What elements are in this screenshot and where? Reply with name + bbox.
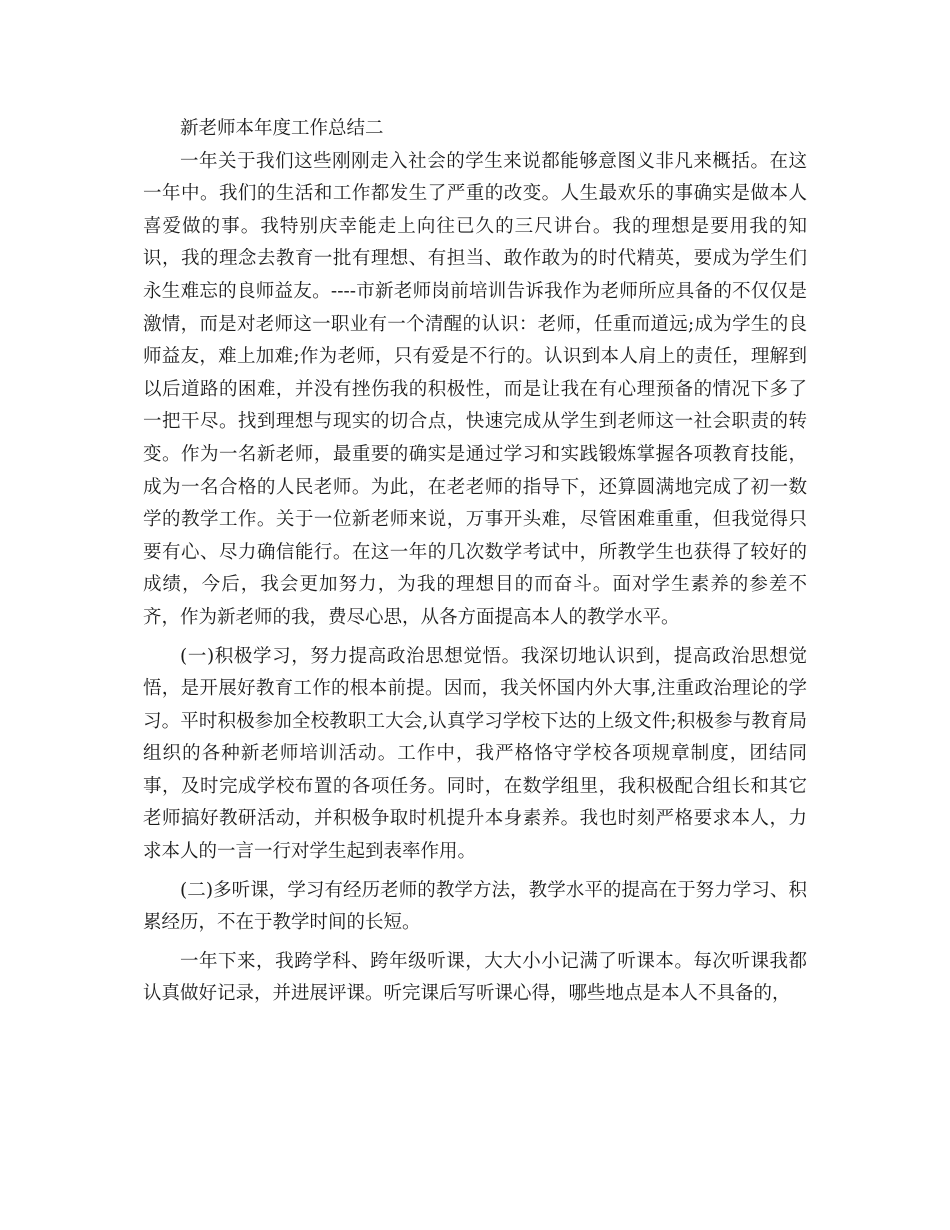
document-title: 新老师本年度工作总结二 (180, 118, 384, 139)
paragraph-listening: 一年下来，我跨学科、跨年级听课，大大小小记满了听课本。每次听课我都认真做好记录，并进展评课。听完课后写听课心得，哪些地点是本人不具备的， (143, 950, 807, 1005)
document-body (143, 113, 807, 1011)
paragraph-intro: 一年关于我们这些刚刚走入社会的学生来说都能够意图义非凡来概括。在这一年中。我们的生活和工作都发生了严重的改变。人生最欢乐的事确实是做本人喜爱做的事。我特别庆幸能走上向往已久的三尺讲台。我的理想是要用我的知识，我的理念去教育一批有理想、有担当、敢作敢为的时代精英，要成为学生们永生难忘的良师益友。----市新老师岗前培训告诉我作为老师所应具备的不仅仅是激情，而是对老师这一职业有一个清醒的认识：老师，任重而道远;成为学生的良师益友，难上加难;作为老师，只有爱是不行的。认识到本人肩上的责任，理解到以后道路的困难，并没有挫伤我的积极性，而是让我在有心理预备的情况下多了一把干尽。找到理想与现实的切合点，快速完成从学生到老师这一社会职责的转变。作为一名新老师，最重要的确实是通过学习和实践锻炼掌握各项教育技能，成为一名合格的人民老师。为此，在老老师的指导下，还算圆满地完成了初一数学的教学工作。关于一位新老师来说，万事开头难，尽管困难重重，但我觉得只要有心、尽力确信能行。在这一年的几次数学考试中，所教学生也获得了较好的成绩，今后，我会更加努力，为我的理想目的而奋斗。面对学生素养的参差不齐，作为新老师的我，费尽心思，从各方面提高本人的教学水平。 (143, 150, 807, 628)
paragraph-section-2: (二)多听课，学习有经历老师的教学方法，教学水平的提高在于努力学习、积累经历，不在于教学时间的长短。 (143, 879, 807, 934)
paragraph-section-1: (一)积极学习，努力提高政治思想觉悟。我深切地认识到，提高政治思想觉悟，是开展好教育工作的根本前提。因而，我关怀国内外大事,注重政治理论的学习。平时积极参加全校教职工大会,认真学习学校下达的上级文件;积极参与教育局组织的各种新老师培训活动。工作中，我严格恪守学校各项规章制度，团结同事，及时完成学校布置的各项任务。同时，在数学组里，我积极配合组长和其它老师搞好教研活动，并积极争取时机提升本身素养。我也时刻严格要求本人，力求本人的一言一行对学生起到表率作用。 (143, 645, 807, 863)
